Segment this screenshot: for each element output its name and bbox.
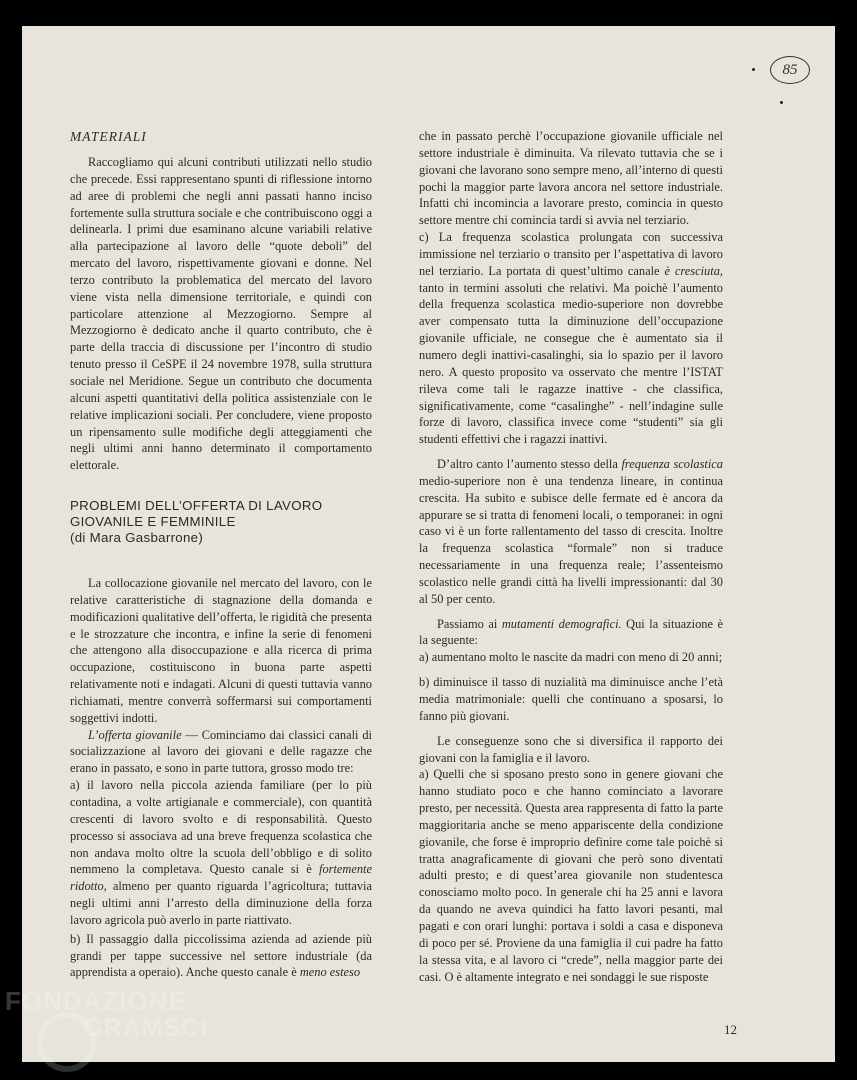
paragraph: a) aumentano molto le nascite da madri con meno di 20 anni;	[419, 650, 723, 665]
paragraph-text: Passiamo ai	[437, 616, 502, 631]
section-title: MATERIALI	[70, 129, 147, 144]
right-column	[419, 128, 723, 985]
page-number: 12	[724, 1022, 737, 1037]
paragraph: Le conseguenze sono che si diversifica il rapporto dei giovani con la famiglia e il lavoro.	[419, 733, 723, 765]
italic-text: è cresciuta	[664, 263, 720, 278]
left-column	[70, 575, 372, 981]
ink-mark	[780, 101, 783, 104]
italic-text: frequenza scolastica	[621, 457, 723, 472]
intro-paragraph	[70, 154, 372, 474]
paragraph	[419, 616, 723, 650]
paragraph-text: , tanto in termini assoluti che relativi. Ma poichè l’aumento della frequenza scolastica medio-superiore non dovrebbe aver compensato tutta la diminuzione dell’occupazione giovanile ufficiale, ne consegue che è aumentato sia il numero degli inattivi-casalinghi, sia lo spazio per il lavoro nero. A questo proposito va osservato che mentre l’ISTAT rileva come tali le ragazze inattive - che classifica, significativamente, come “casalinghe” - nell’indagine sulle forze di lavoro, classifica invece come “studenti” sia gli studenti effettivi che i ragazzi inattivi.	[419, 263, 723, 447]
watermark-line3: onlus	[175, 1046, 202, 1058]
paragraph: La collocazione giovanile nel mercato del lavoro, con le relative caratteristiche di stagnazione della domanda e modificazioni qualitative dell’offerta, le rigidità che presenta e le strozzature che incontra, e infine la serie di fenomeni che attengono alla disoccupazione e alla ricerca di prima occupazione, costituiscono in buona parte aspetti relativamente noti e indagati. Alcuni di questi tuttavia vanno richiamati, mentre converrà soffermarsi sui comportamenti soggettivi indotti.	[70, 576, 372, 725]
watermark-line2: GRAMSCI	[83, 1014, 209, 1042]
paragraph	[70, 777, 372, 929]
paragraph: b) diminuisce il tasso di nuzialità ma diminuisce anche l’età media matrimoniale: quelli che continuano a sposarsi, lo fanno più giovani.	[419, 675, 723, 723]
article-author: (di Mara Gasbarrone)	[70, 530, 204, 545]
document-page	[22, 26, 835, 1062]
paragraph-text: , almeno per quanto riguarda l’agricoltura; tuttavia negli ultimi anni l’arresto della diminuzione della forza lavoro agricola può averlo in parte riattivato.	[70, 879, 372, 927]
archive-stamp: 85	[770, 56, 810, 84]
ink-mark	[752, 68, 755, 71]
paragraph	[419, 456, 723, 608]
paragraph	[70, 931, 372, 982]
article-title-line1: PROBLEMI DELL’OFFERTA DI LAVORO	[70, 498, 323, 513]
paragraph-text: b) Il passaggio dalla piccolissima azienda ad aziende più grandi per tappe successive nel settore industriale (da apprendista a operaio). Anche questo canale è	[70, 931, 372, 980]
paragraph	[70, 727, 372, 778]
italic-text: fortemente ridotto	[70, 862, 372, 894]
paragraph-text: D’altro canto l’aumento stesso della	[437, 457, 622, 472]
watermark-logo	[5, 986, 235, 1076]
paragraph-text: medio-superiore non è una tendenza lineare, in continua crescita. Ha subito e subisce delle fermate ed è ancora da appurare se si tratta di fenomeni locali, o temporanei: in ogni caso vi è un forte rallentamento del tasso di crescita. Inoltre la frequenza scolastica “formale” non si traduce necessariamente in una frequenza reale; l’assenteismo scolastico nelle grandi città ha livelli impressionanti: dal 30 al 50 per cento.	[419, 473, 723, 606]
paragraph-text: c) La frequenza scolastica prolungata con successiva immissione nel terziario o transito per l’aspettativa di lavoro nel terziario. La portata di quest’ultimo canale	[419, 230, 723, 278]
article-title-line2: GIOVANILE E FEMMINILE	[70, 514, 236, 529]
italic-text: mutamenti demografici.	[501, 616, 622, 631]
paragraph-text: — Cominciamo dai classici canali di socializzazione al lavoro dei giovani e delle ragazze che erano in passato, e sono in parte tuttora, grosso modo tre:	[70, 727, 372, 776]
intro-text: Raccogliamo qui alcuni contributi utilizzati nello studio che precede. Essi rappresentano spunti di riflessione intorno ad aree di problemi che negli anni passati hanno inciso fortemente sulla struttura sociale e che contribuiscono oggi a delinearla. I primi due esaminano alcune variabili relative alla partecipazione al lavoro delle “quote deboli” del mercato del lavoro, rispettivamente giovani e donne. Nel terzo contributo la problematica del mercato del lavoro viene vista nella dimensione territoriale, e quindi con particolare attenzione al Mezzogiorno. Sempre al Mezzogiorno è dedicato anche il quarto contributo, che è parte della traccia di discussione per l’incontro di studio tenuto presso il CeSPE il 24 novembre 1978, sulla struttura sociale nel Meridione. Segue un contributo che documenta alcuni aspetti quantitativi della politica assistenziale con le relative implicazioni sociali. Per concludere, viene proposto un ripensamento sulle modifiche degli atteggiamenti che negli ultimi anni hanno determinato il comportamento elettorale.	[70, 155, 372, 473]
watermark-line1: FONDAZIONE	[5, 986, 187, 1016]
paragraph-text: Qui la situazione è la seguente:	[419, 616, 723, 648]
paragraph-text: a) il lavoro nella piccola azienda familiare (per lo più contadina, a volte artigianale e commerciale), con quantità crescenti di lavoro svolto e di responsabilità. Questo processo si associava ad una breve frequenza scolastica che non andava molto oltre la scuola dell’obbligo e di solito nemmeno la completava. Questo canale si è	[70, 778, 372, 877]
paragraph	[419, 229, 723, 448]
article-title	[70, 498, 390, 546]
italic-text: meno esteso	[299, 965, 361, 980]
paragraph: a) Quelli che si sposano presto sono in genere giovani che hanno studiato poco e che hanno cominciato a lavorare presto, per necessità. Questa area rappresenta di fatto la parte maggioritaria anche se meno appariscente della condizione giovanile, che forse è improprio definire come tale poichè si tratta anagraficamente di giovani che però sono diventati adulti presto; e di quest’area giovanile non studentesca conosciamo molto poco. In generale chi ha 25 anni e lavora da quando ne aveva quindici ha fatto lavori pesanti, mal pagati e con orari lunghi: portava i soldi a casa e disponeva di poco per sé. Proviene da una famiglia il cui padre ha fatto la stessa vita, e al lavoro ci “crede”, nella maggior parte dei casi. O è altamente integrato e nei sondaggi le sue risposte	[419, 767, 723, 984]
italic-text: L’offerta giovanile	[88, 727, 182, 742]
paragraph: che in passato perchè l’occupazione giovanile ufficiale nel settore industriale è diminuita. Va rilevato tuttavia che se i giovani che lavorano sono sempre meno, all’interno di questi pochi la maggior parte lavora ancora nel settore industriale. Infatti chi incomincia a lavorare presto, comincia in questo settore mentre chi comincia tardi si avvia nel terziario.	[419, 129, 723, 228]
